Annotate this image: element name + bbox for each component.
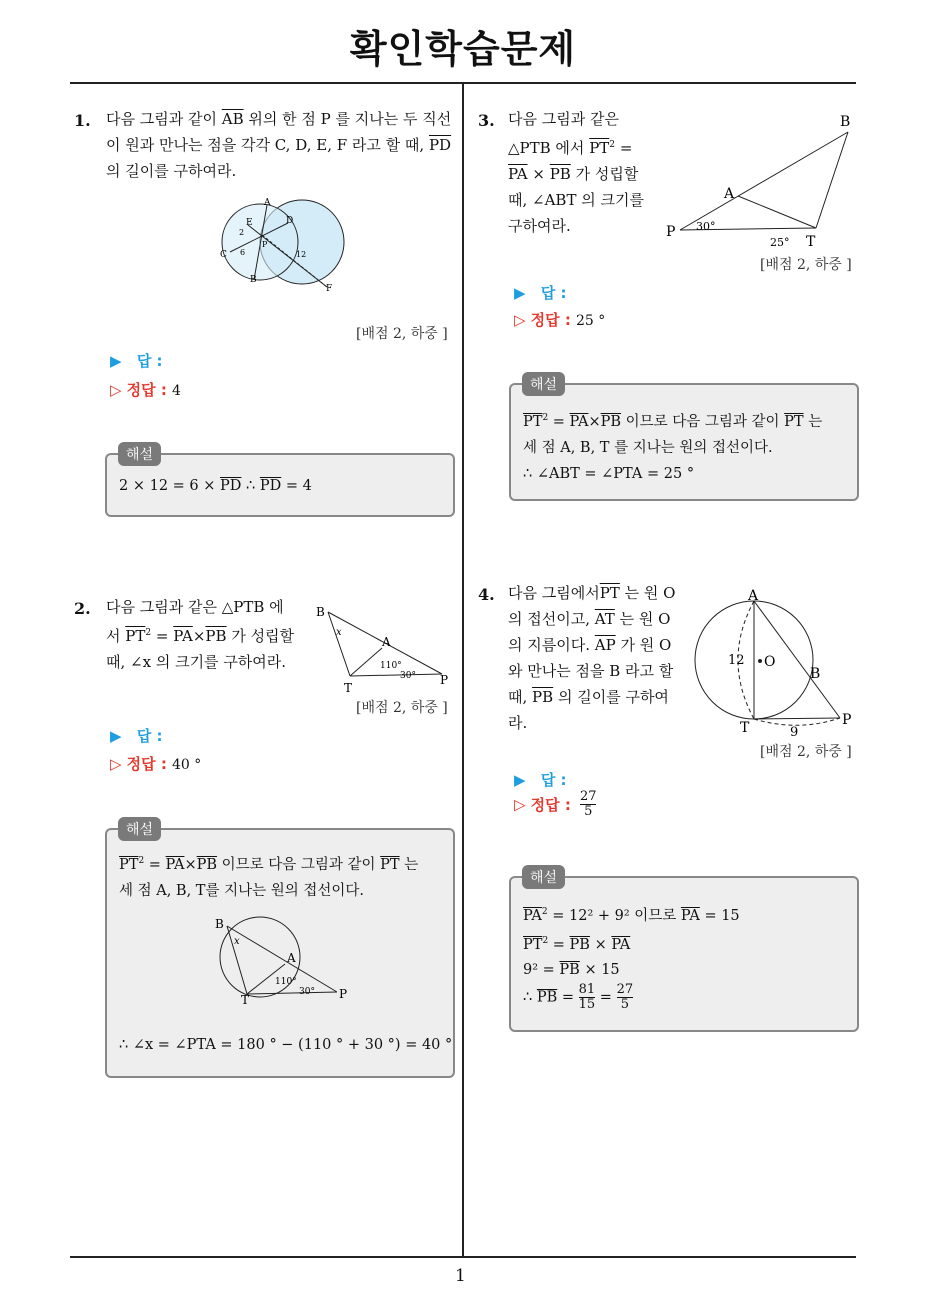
svg-text:T: T <box>241 993 250 1004</box>
triangle-circle-figure <box>207 914 357 1004</box>
explanation-tag: 해설 <box>522 865 565 889</box>
outline-play-icon: ▷ <box>110 755 122 773</box>
svg-text:B: B <box>810 666 821 682</box>
svg-text:30°: 30° <box>400 671 416 681</box>
svg-text:A: A <box>748 588 759 604</box>
label-F: F <box>326 284 333 294</box>
svg-text:x: x <box>336 627 342 638</box>
correct-answer-line: ▷ 정답 : 40 ° <box>110 755 202 773</box>
label-2: 2 <box>239 228 245 237</box>
explanation-box: $\overline{PT}^2 = \overline{PA}\times\overline{PB}$ 이므로 다음 그림과 같이 $\overline{PT}$ 는 세 점 A, B, T를 지나는 원의 접선이다. B A T P x 110° 30° ∴ ∠x = ∠PTA = 180 ° − (110 ° + 30 °) = 40 ° <box>105 828 455 1078</box>
question-number: 2. <box>74 599 91 618</box>
circle-tangent-figure <box>690 586 856 738</box>
explanation-tag: 해설 <box>118 817 161 841</box>
question-text: 다음 그림에서$\overline{PT}$ 는 원 O 의 접선이고, $\overline{AT}$ 는 원 O 의 지름이다. $\overline{AP}$ 가 원 O 와 만나는 점을 B 라고 할 때, $\overline{PB}$ 의 길이를 구하여 라. <box>508 584 676 732</box>
play-icon: ▶ <box>514 771 526 789</box>
svg-text:25°: 25° <box>770 236 790 249</box>
svg-text:30°: 30° <box>299 987 315 997</box>
score-tag: [배점 2, 하중 ] <box>760 744 852 760</box>
svg-text:A: A <box>724 186 735 202</box>
svg-text:T: T <box>740 720 750 736</box>
outline-play-icon: ▷ <box>514 311 526 329</box>
svg-text:P: P <box>666 224 676 240</box>
play-icon: ▶ <box>110 727 122 745</box>
answer-line: ▶ 답 : <box>514 284 567 302</box>
label-6: 6 <box>240 248 246 257</box>
label-12: 12 <box>296 250 307 259</box>
svg-text:B: B <box>215 917 224 931</box>
svg-text:P: P <box>842 712 852 728</box>
question-text: 다음 그림과 같이 $\overline{AB}$ 위의 한 점 P 를 지나는 두 직선 이 원과 만나는 점을 각각 C, D, E, F 라고 할 때, $\overline{PD}$ 의 길이를 구하여라. <box>106 110 452 180</box>
svg-text:9: 9 <box>790 725 799 738</box>
svg-text:P: P <box>339 987 348 1001</box>
question-number: 4. <box>478 585 495 604</box>
answer-line: ▶ 답 : <box>110 352 163 370</box>
explanation-tag: 해설 <box>522 372 565 396</box>
label-A: A <box>264 198 271 208</box>
outline-play-icon: ▷ <box>514 795 526 814</box>
question-number: 3. <box>478 111 495 130</box>
correct-answer-line: ▷ 정답 : $\frac{27}{5}$ <box>514 789 597 819</box>
label-C: C <box>220 250 227 260</box>
label-B: B <box>250 275 257 285</box>
column-divider <box>462 82 464 1257</box>
svg-text:B: B <box>840 114 851 130</box>
footer-rule <box>70 1256 856 1258</box>
svg-text:T: T <box>806 234 816 250</box>
score-tag: [배점 2, 하중 ] <box>356 326 448 342</box>
svg-text:A: A <box>287 951 296 965</box>
svg-text:T: T <box>344 681 353 695</box>
answer-line: ▶ 답 : <box>514 771 567 789</box>
question-text: 다음 그림과 같은 △PTB 에서 $\overline{PT}^2$ = $\overline{PA} \times \overline{PB}$ 가 성립할 때, ∠ABT 의 크기를 구하여라. <box>508 110 644 235</box>
svg-text:P: P <box>440 673 449 687</box>
question-number: 1. <box>74 111 91 130</box>
label-D: D <box>286 216 294 226</box>
answer-line: ▶ 답 : <box>110 727 163 745</box>
svg-text:A: A <box>382 635 391 649</box>
correct-answer-line: ▷ 정답 : 25 ° <box>514 311 606 329</box>
play-icon: ▶ <box>110 352 122 370</box>
outline-play-icon: ▷ <box>110 381 122 399</box>
svg-text:110°: 110° <box>275 977 297 987</box>
svg-text:12: 12 <box>728 653 745 668</box>
correct-answer-line: ▷ 정답 : 4 <box>110 381 181 399</box>
score-tag: [배점 2, 하중 ] <box>356 700 448 716</box>
svg-text:B: B <box>316 605 325 619</box>
svg-text:110°: 110° <box>380 661 402 671</box>
label-P: P <box>262 240 268 249</box>
svg-text:30°: 30° <box>696 220 716 233</box>
circle-figure <box>212 195 352 295</box>
page-number: 1 <box>455 1266 466 1286</box>
explanation-box: $\overline{PA}^2 = 12^2 + 9^2$ 이므로 $\overline{PA} = 15$ $\overline{PT}^2 = \overline{PB} \times \overline{PA}$ $9^2 = \overline{PB} \times 15$ ∴ $\overline{PB}$ = $\frac{81}{15}$ = $\frac{27}{5}$ <box>509 876 859 1032</box>
explanation-box: $2 \times 12 = 6 \times \overline{PD}$ ∴ $\overline{PD} = 4$ <box>105 453 455 517</box>
explanation-tag: 해설 <box>118 442 161 466</box>
play-icon: ▶ <box>514 284 526 302</box>
score-tag: [배점 2, 하중 ] <box>760 257 852 273</box>
triangle-figure <box>662 112 858 252</box>
label-E: E <box>246 218 253 228</box>
question-text: 다음 그림과 같은 △PTB 에 서 $\overline{PT}^2 = \overline{PA}\times\overline{PB}$ 가 성립할 때, ∠x 의 크기를 구하여라. <box>106 598 295 671</box>
svg-text:O: O <box>764 654 776 670</box>
triangle-figure <box>312 600 458 696</box>
explanation-box: $\overline{PT}^2 = \overline{PA}\times\overline{PB}$ 이므로 다음 그림과 같이 $\overline{PT}$ 는 세 점 A, B, T 를 지나는 원의 접선이다. ∴ ∠ABT = ∠PTA = 25 ° <box>509 383 859 501</box>
svg-text:x: x <box>234 936 240 947</box>
page-title: 확인학습문제 <box>349 27 577 71</box>
